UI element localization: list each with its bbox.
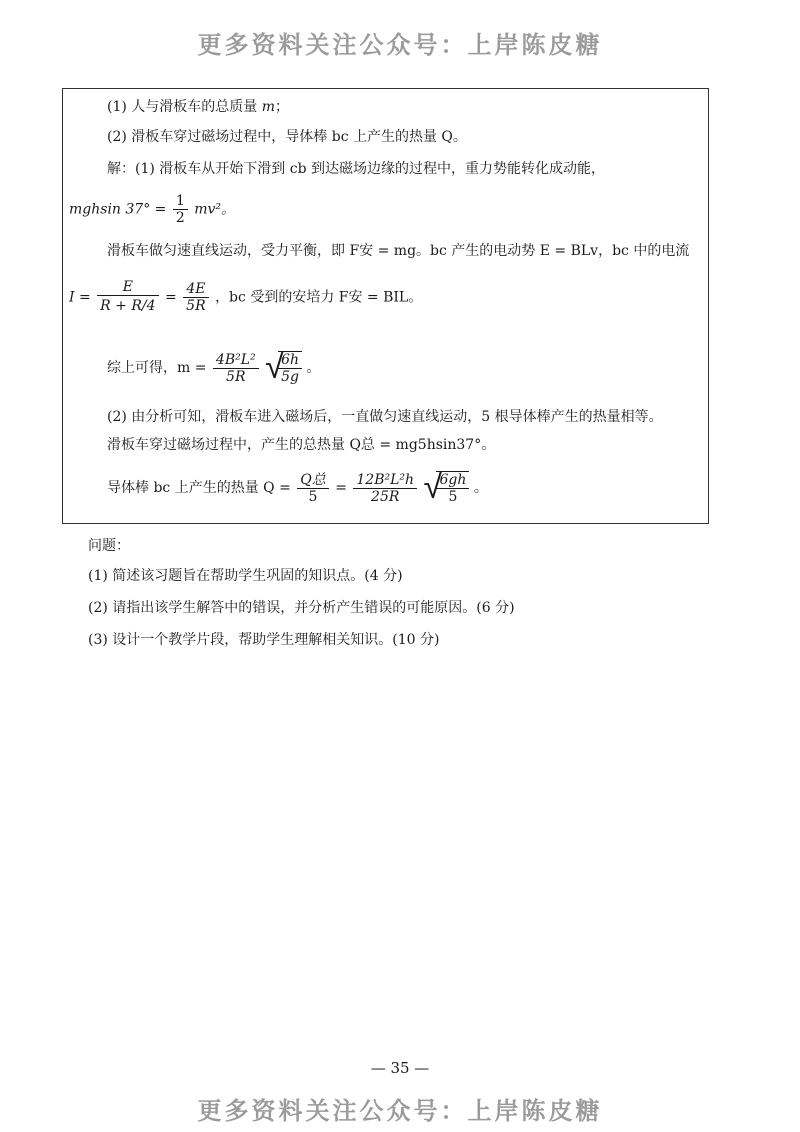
question-item: (1) 简述该习题旨在帮助学生巩固的知识点。(4 分) — [88, 568, 403, 584]
watermark-bottom: 更多资料关注公众号：上岸陈皮糖 — [197, 1097, 603, 1125]
question-1-var: m — [261, 99, 276, 115]
line-total-heat: 滑板车穿过磁场过程中，产生的总热量 Q总 = mg5hsin37°。 — [107, 437, 496, 453]
sqrt-heat: √ $\frac{6gh}{5}$ — [425, 471, 469, 505]
fraction-e-over-r: $\frac{E}{R + R/4}$ — [97, 279, 158, 316]
equation-mass: 综上可得，m = $\frac{\text{4B²L²}}{5R}$ √ $\frac{6h}{5g}$ 。 — [107, 351, 320, 385]
fraction-q-total: $\frac{\text{Q总}}{5}$ — [297, 472, 328, 505]
solution-intro: 解：(1) 滑板车从开始下滑到 cb 到达磁场边缘的过程中，重力势能转化成动能， — [107, 161, 605, 177]
watermark-top: 更多资料关注公众号：上岸陈皮糖 — [197, 31, 603, 59]
fraction-mass: $\frac{\text{4B²L²}}{5R}$ — [213, 352, 259, 385]
question-1: (1) 人与滑板车的总质量 m； — [107, 99, 290, 115]
equation-energy — [69, 193, 235, 226]
equation-heat: 导体棒 bc 上产生的热量 Q = $\frac{\text{Q总}}{5}$ = $\frac{\text{12B²L²h}}{25R}$ √ $\frac{6gh}{5}$ 。 — [107, 471, 488, 505]
line-force-balance: 滑板车做匀速直线运动，受力平衡，即 F安 = mg。bc 产生的电动势 E = BLv，bc 中的电流 — [107, 243, 690, 259]
question-1-text: (1) 人与滑板车的总质量 — [107, 99, 258, 115]
line-part2: (2) 由分析可知，滑板车进入磁场后，一直做匀速直线运动，5 根导体棒产生的热量相等。 — [107, 409, 663, 425]
solution-box — [62, 88, 709, 524]
question-item: (2) 请指出该学生解答中的错误，并分析产生错误的可能原因。(6 分) — [88, 600, 515, 616]
eq1-right: mv²。 — [194, 201, 235, 218]
eq1-left: mghsin 37° = — [69, 201, 171, 218]
questions-title: 问题： — [88, 538, 130, 554]
fraction-4e-5r: $\frac{4E}{5R}$ — [183, 281, 208, 314]
equation-current: I = $\frac{E}{R + R/4}$ = $\frac{4E}{5R}$ ，bc 受到的安培力 F安 = BIL。 — [69, 279, 423, 314]
question-item: (3) 设计一个教学片段，帮助学生理解相关知识。(10 分) — [88, 632, 440, 648]
sqrt-mass: √ $\frac{6h}{5g}$ — [267, 351, 302, 385]
question-2: (2) 滑板车穿过磁场过程中，导体棒 bc 上产生的热量 Q。 — [107, 129, 467, 145]
fraction-half: $\frac{1}{2}$ — [173, 193, 188, 226]
page-number: — 35 — — [370, 1059, 430, 1077]
fraction-heat: $\frac{\text{12B²L²h}}{25R}$ — [353, 472, 417, 505]
